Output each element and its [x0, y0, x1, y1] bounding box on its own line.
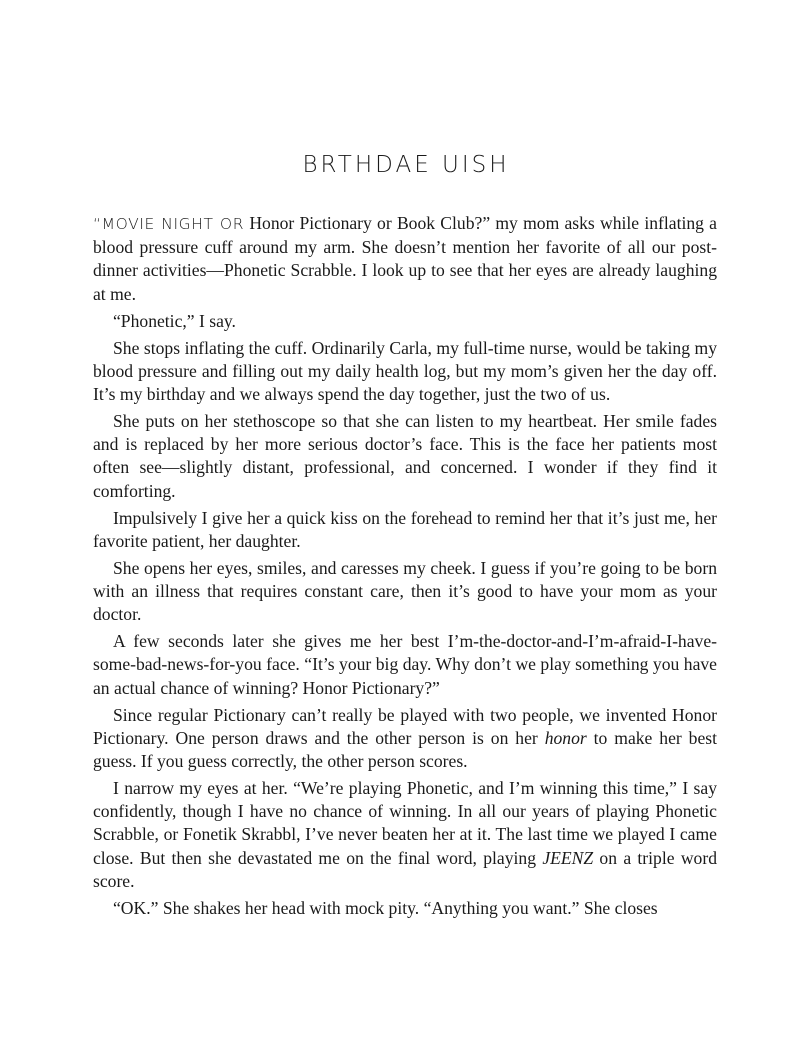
emphasis-honor: honor — [544, 727, 587, 748]
paragraph-2: “Phonetic,” I say. — [113, 310, 236, 331]
paragraph-8-text-after: to make her best guess. If you guess correctly, the other person scores. — [93, 727, 718, 772]
emphasis-jeenz: JEENZ — [542, 847, 594, 868]
paragraph-7: A few seconds later she gives me her best I’m-the-doctor-and-I’m-afraid-I-have-some-bad-news-for-you face. “It’s your big day. Why don’t we play something you have an actual chance of winning? Honor Pictionary?” — [93, 631, 717, 698]
paragraph-5: Impulsively I give her a quick kiss on the forehead to remind her that it’s just me, her favorite patient, her daughter. — [93, 507, 717, 551]
paragraph-9 — [93, 777, 717, 893]
opening-small-caps: “MOVIE NIGHT OR — [93, 215, 245, 233]
paragraph-9-text-after: on a triple word score. — [93, 847, 717, 891]
paragraph-3: She stops inflating the cuff. Ordinarily Carla, my full-time nurse, would be taking my blood pressure and filling out my daily health log, but my mom’s given her the day off. It’s my birthday and we always spend the day together, just the two of us. — [93, 337, 717, 405]
paragraph-8-text-before: Since regular Pictionary can’t really be played with two people, we invented Honor Pictionary. One person draws and the other person is on her — [93, 704, 717, 748]
paragraph-4: She puts on her stethoscope so that she can listen to my heartbeat. Her smile fades and is replaced by her more serious doctor’s face. This is the face her patients most often see—slightly distant, professional, and concerned. I wonder if they find it comforting. — [93, 411, 717, 501]
paragraph-1 — [93, 212, 717, 306]
paragraph-10: “OK.” She shakes her head with mock pity. “Anything you want.” She closes — [113, 897, 658, 918]
paragraph-9-text-before: I narrow my eyes at her. “We’re playing Phonetic, and I’m winning this time,” I say confidently, though I have no chance of winning. In all our years of playing Phonetic Scrabble, or Fonetik Skrabbl, I’ve never beaten her at it. The last time we played I came close. But then she devastated me on the final word, playing — [93, 778, 717, 868]
chapter-title: BRTHDAE UISH — [302, 152, 510, 178]
paragraph-8 — [93, 704, 717, 774]
paragraph-6: She opens her eyes, smiles, and caresses my cheek. I guess if you’re going to be born with an illness that requires constant care, then it’s good to have your mom as your doctor. — [93, 557, 717, 625]
chapter-body — [93, 212, 717, 924]
paragraph-1-text: Honor Pictionary or Book Club?” my mom asks while inflating a blood pressure cuff around my arm. She doesn’t mention her favorite of all our post-dinner activities—Phonetic Scrabble. I look up to see that her eyes are already laughing at me. — [93, 213, 717, 304]
